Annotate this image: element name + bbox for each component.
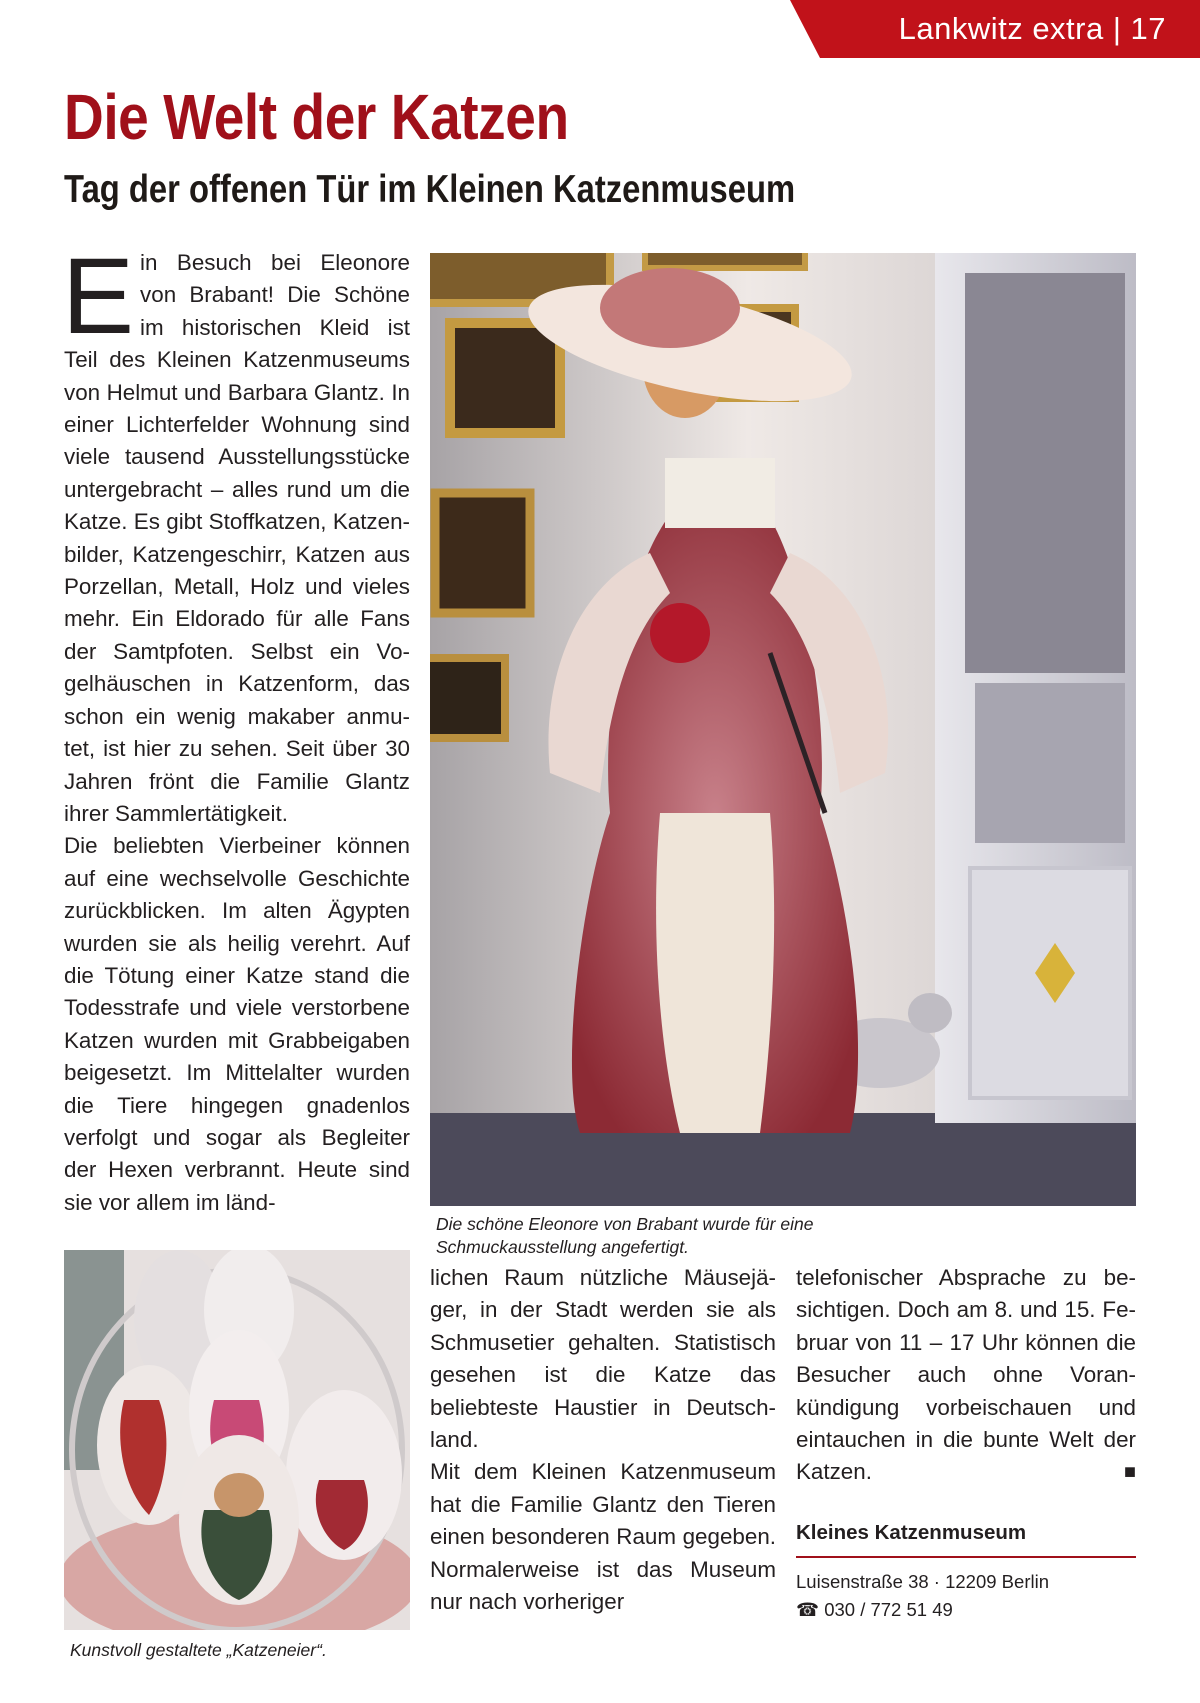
museum-phone: 030 / 772 51 49	[824, 1599, 953, 1620]
article-column-3	[796, 1262, 1136, 1489]
header-band	[790, 0, 1200, 58]
drop-cap: E	[62, 235, 135, 356]
phone-icon: ☎	[796, 1599, 820, 1620]
museum-phone-row	[796, 1596, 1136, 1624]
article-subtitle: Tag der offenen Tür im Kleinen Katzenmuseum	[64, 168, 796, 211]
page-header-label: Lankwitz extra | 17	[898, 11, 1166, 46]
article-title: Die Welt der Katzen	[64, 81, 569, 153]
eggs-photo-caption: Kunstvoll gestaltete „Katzeneier“.	[70, 1640, 327, 1660]
painted-eggs-illustration	[64, 1250, 410, 1630]
article-paragraph-4: Mit dem Kleinen Katzenmuseum hat die Familie Glantz den Tieren einen besonderen Raum gegeben. Normalerweise ist das Museum nur nach vorheriger	[430, 1459, 776, 1615]
info-divider	[796, 1556, 1136, 1558]
article-paragraph-1: in Besuch bei Eleonore von Brabant! Die Schöne im historischen Kleid ist Teil des Kleinen Katzenmuseums von Helmut und Barbara Glantz. In einer Lichterfelder Wohnung sind viele tausend Ausstellungsstücke untergebracht – alles rund um die Katze. Es gibt Stoffkatzen, Katzenbilder, Katzengeschirr, Katzen aus Porzellan, Metall, Holz und vieles mehr. Ein Eldorado für alle Fans der Samtpfoten. Selbst ein Vogelhäuschen in Katzenform, das schon ein wenig makaber anmutet, ist hier zu sehen. Seit über 30 Jahren frönt die Familie Glantz ihrer Sammlertätigkeit.	[64, 250, 410, 826]
article-column-1	[62, 235, 410, 1219]
end-of-article-mark: ■	[1123, 1461, 1136, 1484]
photo-eleonore-von-brabant	[430, 253, 1136, 1206]
museum-name: Kleines Katzenmuseum	[796, 1521, 1027, 1544]
photo-cat-eggs	[64, 1250, 410, 1630]
article-paragraph-5: telefonischer Absprache zu besichtigen. Doch am 8. und 15. Februar von 11 – 17 Uhr können die Besucher auch ohne Vorankündigung vorbeischauen und eintauchen in die bunte Welt der Katzen.	[796, 1265, 1136, 1485]
article-column-2	[430, 1262, 776, 1618]
main-photo-caption: Die schöne Eleonore von Brabant wurde für eine Schmuckausstellung angefertigt.	[436, 1214, 814, 1257]
museum-address: Luisenstraße 38 · 12209 Berlin	[796, 1571, 1049, 1592]
museum-info-box	[796, 1518, 1136, 1624]
article-paragraph-3: lichen Raum nützliche Mäuseјäger, in der Stadt werden sie als Schmusetier gehalten. Statistisch gesehen ist die Katze das beliebteste Haustier in Deutschland.	[430, 1265, 776, 1453]
cat-doll-illustration	[430, 253, 1136, 1206]
article-paragraph-2: Die beliebten Vierbeiner können auf eine wechselvolle Geschichte zurückblicken. Im alten Ägypten wurden sie als heilig verehrt. Auf die Tötung einer Katze stand die Todesstrafe und viele verstorbene Katzen wurden mit Grabbeigaben beigesetzt. Im Mittelalter wurden die Tiere hingegen gnadenlos verfolgt und sogar als Begleiter der Hexen verbrannt. Heute sind sie vor allem im länd-	[64, 833, 410, 1215]
